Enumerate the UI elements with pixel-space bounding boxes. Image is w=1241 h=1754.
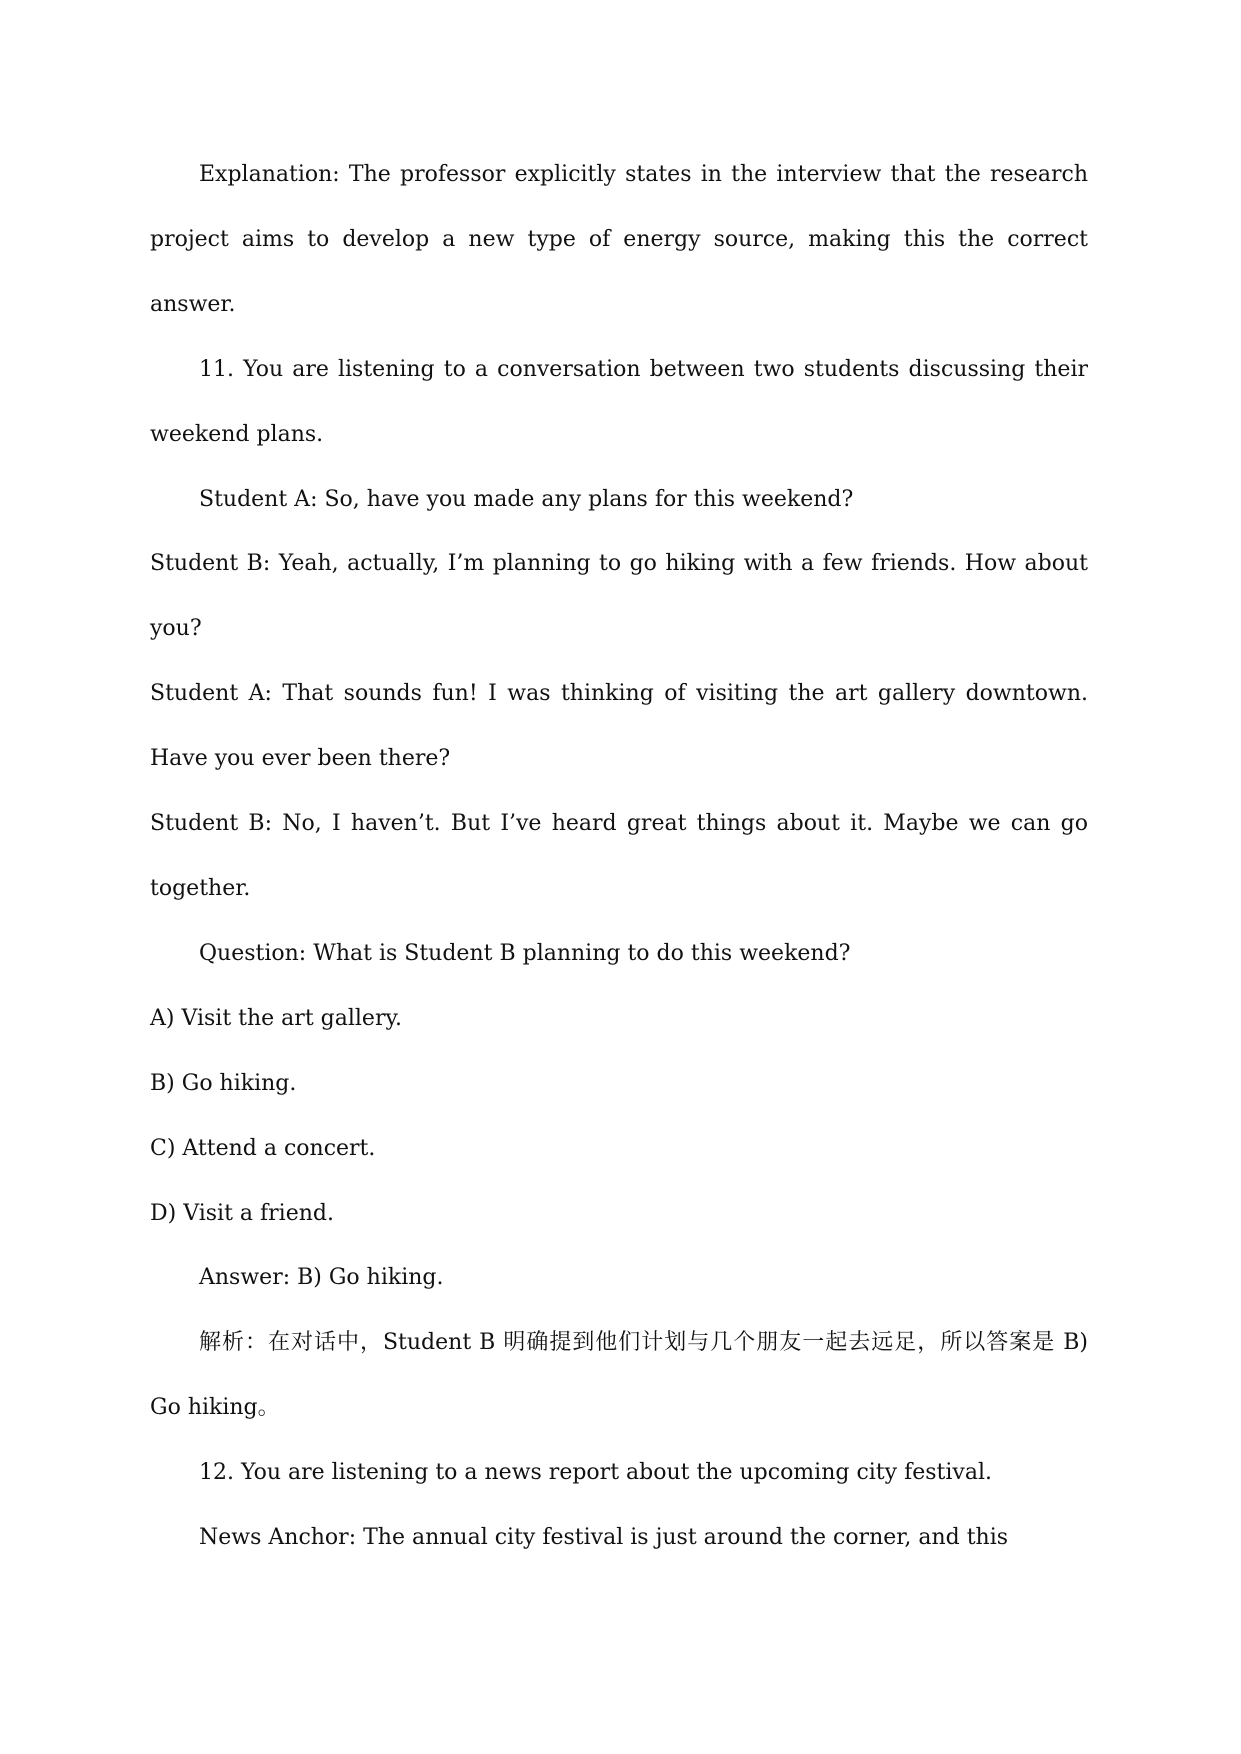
answer-option-a: A) Visit the art gallery. — [150, 1005, 402, 1031]
document-body — [150, 143, 1088, 1571]
dialogue-line-student-a-2: Student A: That sounds fun! I was thinking of visiting the art gallery downtown. Have you ever been there? — [150, 681, 1088, 772]
question-11-text: Question: What is Student B planning to do this weekend? — [199, 940, 851, 966]
answer-option-d: D) Visit a friend. — [150, 1200, 334, 1226]
answer-11: Answer: B) Go hiking. — [199, 1265, 444, 1291]
question-11-intro: 11. You are listening to a conversation between two students discussing their weekend plans. — [150, 356, 1088, 447]
analysis-11: 解析：在对话中，Student B 明确提到他们计划与几个朋友一起去远足，所以答案是 B) Go hiking。 — [150, 1330, 1088, 1421]
dialogue-line-student-b-1: Student B: Yeah, actually, I’m planning to go hiking with a few friends. How about you? — [150, 551, 1088, 642]
answer-option-b: B) Go hiking. — [150, 1070, 297, 1096]
news-anchor-line: News Anchor: The annual city festival is just around the corner, and this — [199, 1525, 1009, 1551]
question-12-intro: 12. You are listening to a news report about the upcoming city festival. — [199, 1460, 992, 1486]
dialogue-line-student-b-2: Student B: No, I haven’t. But I’ve heard great things about it. Maybe we can go together. — [150, 811, 1088, 901]
answer-option-c: C) Attend a concert. — [150, 1135, 376, 1161]
explanation-paragraph: Explanation: The professor explicitly states in the interview that the research project aims to develop a new type of energy source, making this the correct answer. — [150, 162, 1088, 317]
dialogue-line-student-a-1: Student A: So, have you made any plans for this weekend? — [199, 486, 854, 512]
